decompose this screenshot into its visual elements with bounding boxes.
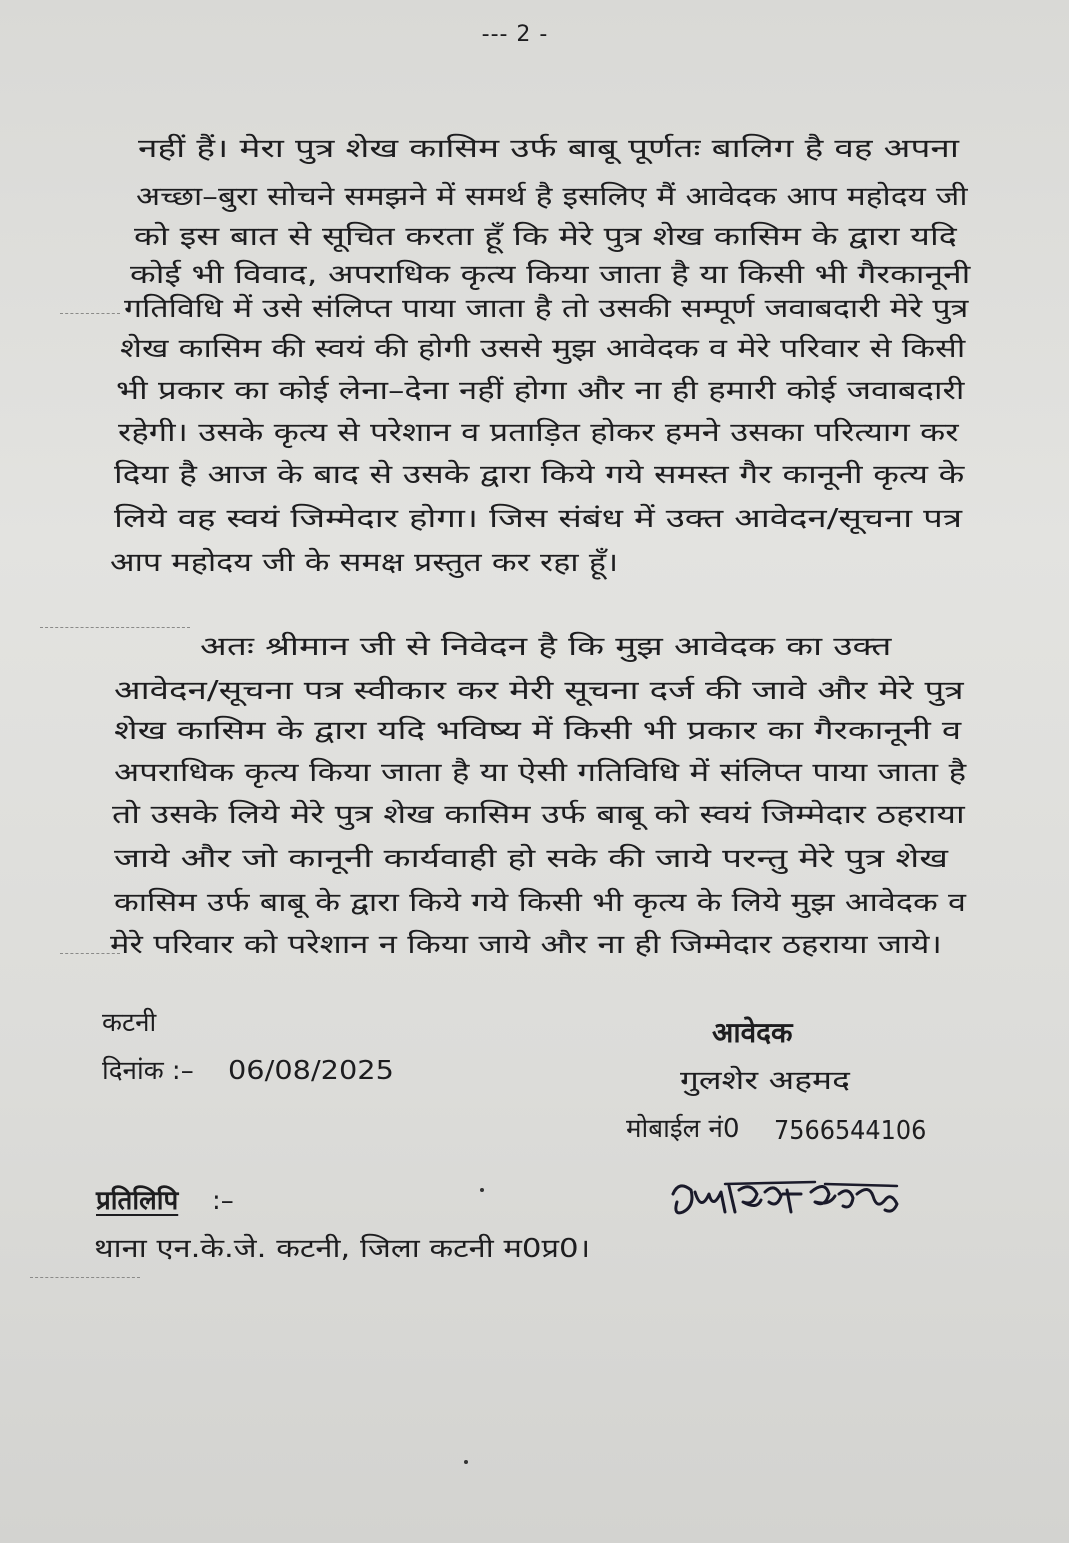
paragraph-line: तो उसके लिये मेरे पुत्र शेख कासिम उर्फ बाबू को स्वयं जिम्मेदार ठहराया xyxy=(112,800,965,830)
paragraph-line: अपराधिक कृत्य किया जाता है या ऐसी गतिविधि में संलिप्त पाया जाता है xyxy=(114,758,967,788)
date-label: दिनांक :– xyxy=(102,1056,194,1086)
paragraph-line: लिये वह स्वयं जिम्मेदार होगा। जिस संबंध में उक्त आवेदन/सूचना पत्र xyxy=(114,504,963,534)
paragraph-line: कोई भी विवाद, अपराधिक कृत्य किया जाता है या किसी भी गैरकानूनी xyxy=(130,260,971,290)
copy-recipient: थाना एन.के.जे. कटनी, जिला कटनी म0प्र0। xyxy=(94,1234,591,1264)
paragraph-line: भी प्रकार का कोई लेना–देना नहीं होगा और ना ही हमारी कोई जवाबदारी xyxy=(116,376,965,406)
ink-speck xyxy=(464,1460,468,1464)
copy-heading: प्रतिलिपि xyxy=(96,1186,179,1216)
place: कटनी xyxy=(102,1008,157,1038)
date-value: 06/08/2025 xyxy=(228,1056,394,1086)
mobile-number: 7566544106 xyxy=(774,1116,927,1146)
paragraph-line: नहीं हैं। मेरा पुत्र शेख कासिम उर्फ बाबू पूर्णतः बालिग है वह अपना xyxy=(138,134,960,164)
paragraph-line: अच्छा–बुरा सोचने समझने में समर्थ है इसलिए मैं आवेदक आप महोदय जी xyxy=(136,182,968,212)
copy-heading-suffix: :– xyxy=(212,1186,234,1216)
paragraph-line: आप महोदय जी के समक्ष प्रस्तुत कर रहा हूँ। xyxy=(110,548,619,578)
paragraph-line: जाये और जो कानूनी कार्यवाही हो सके की जाये परन्तु मेरे पुत्र शेख xyxy=(114,844,948,874)
mobile-label: मोबाईल नं0 xyxy=(626,1114,740,1144)
paragraph-line: दिया है आज के बाद से उसके द्वारा किये गये समस्त गैर कानूनी कृत्य के xyxy=(114,460,965,490)
page-number: --- 2 - xyxy=(481,22,549,47)
paragraph-line: शेख कासिम की स्वयं की होगी उससे मुझ आवेदक व मेरे परिवार से किसी xyxy=(120,334,966,364)
paragraph-line: गतिविधि में उसे संलिप्त पाया जाता है तो उसकी सम्पूर्ण जवाबदारी मेरे पुत्र xyxy=(124,294,969,324)
applicant-heading: आवेदक xyxy=(712,1016,793,1049)
pencil-mark xyxy=(30,1277,140,1278)
paragraph-line: को इस बात से सूचित करता हूँ कि मेरे पुत्र शेख कासिम के द्वारा यदि xyxy=(134,222,957,252)
ink-speck xyxy=(480,1188,484,1192)
paragraph-line: रहेगी। उसके कृत्य से परेशान व प्रताड़ित होकर हमने उसका परित्याग कर xyxy=(118,418,959,448)
pencil-mark xyxy=(60,953,120,954)
paragraph-line: शेख कासिम के द्वारा यदि भविष्य में किसी भी प्रकार का गैरकानूनी व xyxy=(114,716,962,746)
signature xyxy=(665,1172,915,1232)
paragraph-line: आवेदन/सूचना पत्र स्वीकार कर मेरी सूचना दर्ज की जावे और मेरे पुत्र xyxy=(114,676,964,706)
paragraph-line: कासिम उर्फ बाबू के द्वारा किये गये किसी भी कृत्य के लिये मुझ आवेदक व xyxy=(114,888,967,918)
applicant-name: गुलशेर अहमद xyxy=(680,1066,850,1096)
pencil-mark xyxy=(40,627,190,628)
pencil-mark xyxy=(60,313,120,314)
paragraph-line: अतः श्रीमान जी से निवेदन है कि मुझ आवेदक का उक्त xyxy=(200,632,892,662)
paragraph-line: मेरे परिवार को परेशान न किया जाये और ना ही जिम्मेदार ठहराया जाये। xyxy=(110,930,942,960)
